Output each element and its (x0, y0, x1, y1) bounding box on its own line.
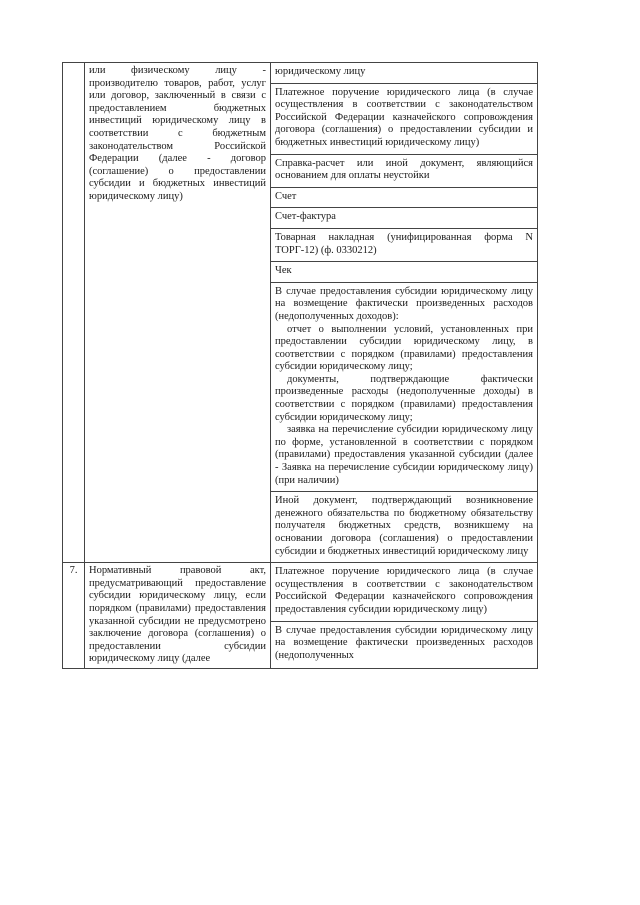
table-row (63, 63, 538, 563)
table-row (63, 563, 538, 669)
document-text: документы, подтверждающие фактически произведенные расходы (недополученные доходы) в соответствии с порядком (правилами) предоставления субсидии юридическому лицу; (275, 373, 533, 423)
document-list-item (271, 208, 537, 229)
document-text: Платежное поручение юридического лица (в случае осуществления в соответствии с законодательством Российской Федерации казначейского сопровождения договора (соглашения) о предоставлении субсидии и бюджетных инвестиций юридическому лицу) (275, 86, 533, 148)
document-text: заявка на перечисление субсидии юридическому лицу по форме, установленной в соответствии с порядком (правилами) предоставления указанной субсидии (далее - Заявка на перечисление субсидии юридическому лицу) (при наличии) (275, 424, 533, 486)
document-text: Справка-расчет или иной документ, являющийся основанием для оплаты неустойки (275, 157, 533, 182)
document-list-item (271, 492, 537, 562)
row-number-cell (63, 63, 85, 563)
document-text: Платежное поручение юридического лица (в случае осуществления в соответствии с законодательством Российской Федерации казначейского сопровождения предоставления субсидии юридическому лицу) (275, 566, 533, 615)
document-text: отчет о выполнении условий, установленных при предоставлении субсидии юридическому лицу, в соответствии с порядком (правилами) предоставления субсидии юридическому лицу; (275, 323, 533, 373)
document-text: Чек (275, 265, 292, 277)
document-text: юридическому лицу (275, 66, 366, 77)
document-text: Иной документ, подтверждающий возникновение денежного обязательства по бюджетному обязательству получателя бюджетных средств, возникшему на основании договора (соглашения) о предоставлении субсидии и бюджетных инвестиций юридическому лицу (275, 495, 533, 557)
documents-cell (271, 563, 538, 669)
documents-cell (271, 63, 538, 563)
document-table (62, 62, 538, 669)
document-text: Счет (275, 190, 297, 202)
document-list-item (271, 262, 537, 283)
document-list-item (271, 229, 537, 262)
document-list-item (271, 188, 537, 209)
document-text: В случае предоставления субсидии юридическому лицу на возмещение фактически произведенных расходов (недополученных (275, 624, 533, 661)
row-number-cell: 7. (63, 563, 85, 669)
document-list-item (271, 563, 537, 621)
document-text: В случае предоставления субсидии юридическому лицу на возмещение фактически произведенных расходов (недополученных доходов): (275, 285, 533, 322)
document-list-item (271, 155, 537, 188)
legal-basis-cell: или физическому лицу - производителю товаров, работ, услуг или договор, заключенный в связи с предоставлением бюджетных инвестиций юридическому лицу в соответствии с бюджетным законодательством Российской Федерации (далее - договор (соглашение) о предоставлении субсидии и бюджетных инвестиций юридическому лицу) (85, 63, 271, 563)
document-list-item (271, 63, 537, 84)
document-list-item (271, 84, 537, 155)
legal-basis-cell: Нормативный правовой акт, предусматривающий предоставление субсидии юридическому лицу, если порядком (правилами) предоставления указанной субсидии не предусмотрено заключение договора (соглашения) о предоставлении субсидии юридическому лицу (далее (85, 563, 271, 669)
document-list-item (271, 622, 537, 667)
document-text: Товарная накладная (унифицированная форма N ТОРГ-12) (ф. 0330212) (275, 231, 533, 256)
document-list-item (271, 283, 537, 493)
document-text: Счет-фактура (275, 211, 336, 223)
